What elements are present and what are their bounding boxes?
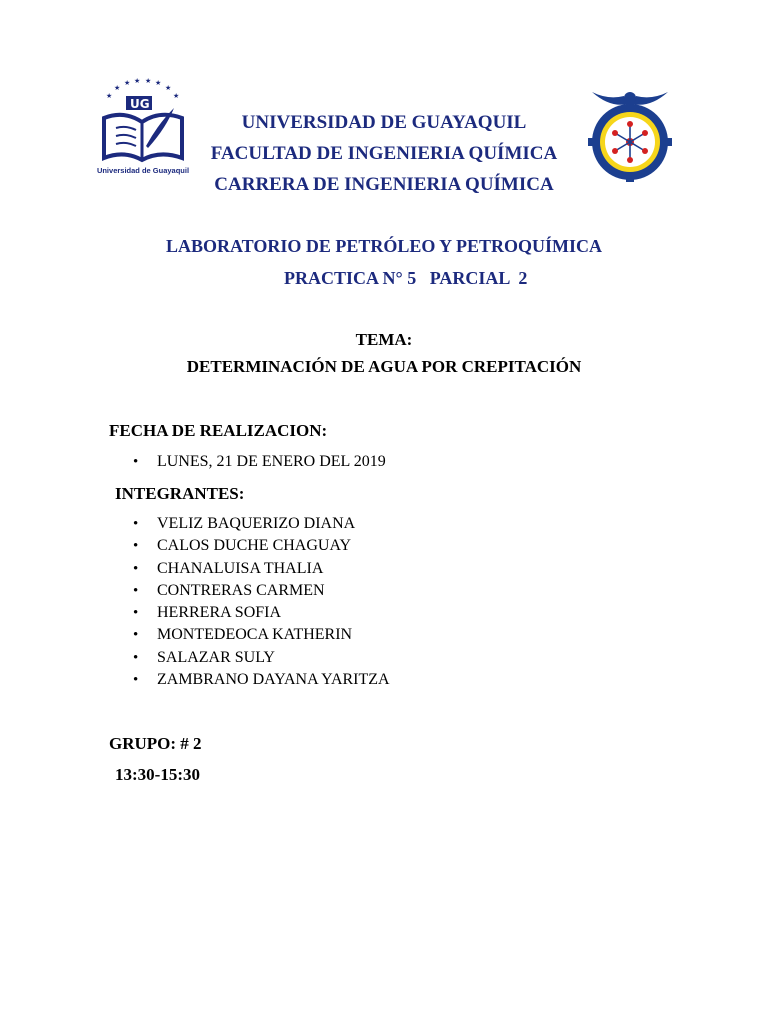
members-list: [133, 513, 390, 691]
date-list: [133, 451, 386, 473]
list-item: • LUNES, 21 DE ENERO DEL 2019: [133, 451, 386, 473]
practice-number: PRACTICA N° 5 PARCIAL 2: [284, 268, 528, 288]
svg-text:★: ★: [173, 92, 180, 100]
list-item: • HERRERA SOFIA: [133, 602, 390, 624]
svg-text:★: ★: [106, 92, 113, 100]
list-item: • VELIZ BAQUERIZO DIANA: [133, 513, 390, 535]
career-name: CARRERA DE INGENIERIA QUÍMICA: [214, 174, 554, 195]
faculty-name: FACULTAD DE INGENIERIA QUÍMICA: [210, 143, 558, 164]
svg-text:★: ★: [114, 84, 121, 92]
svg-text:★: ★: [124, 79, 131, 87]
list-item: • CALOS DUCHE CHAGUAY: [133, 535, 390, 557]
date-label: FECHA DE REALIZACION:: [109, 421, 328, 440]
group-label: GRUPO: # 2: [109, 734, 202, 753]
group-schedule: 13:30-15:30: [115, 765, 200, 784]
list-item: • ZAMBRANO DAYANA YARITZA: [133, 669, 390, 691]
facultad-seal: [588, 86, 672, 182]
list-item: • SALAZAR SULY: [133, 647, 390, 669]
svg-text:★: ★: [134, 78, 141, 85]
topic-title: DETERMINACIÓN DE AGUA POR CREPITACIÓN: [186, 357, 582, 376]
svg-text:UG: UG: [130, 97, 150, 111]
logo-caption: Universidad de Guayaquil: [96, 166, 190, 175]
svg-text:★: ★: [145, 78, 152, 85]
svg-text:★: ★: [165, 84, 172, 92]
list-item: • CHANALUISA THALIA: [133, 558, 390, 580]
svg-text:★: ★: [155, 79, 162, 87]
list-item: • MONTEDEOCA KATHERIN: [133, 624, 390, 646]
lab-name: LABORATORIO DE PETRÓLEO Y PETROQUÍMICA: [165, 236, 603, 256]
list-item: • CONTRERAS CARMEN: [133, 580, 390, 602]
university-name: UNIVERSIDAD DE GUAYAQUIL: [241, 112, 527, 133]
topic-label: TEMA:: [355, 330, 413, 349]
gear-seal-icon: [588, 86, 672, 182]
members-label: INTEGRANTES:: [115, 484, 245, 503]
